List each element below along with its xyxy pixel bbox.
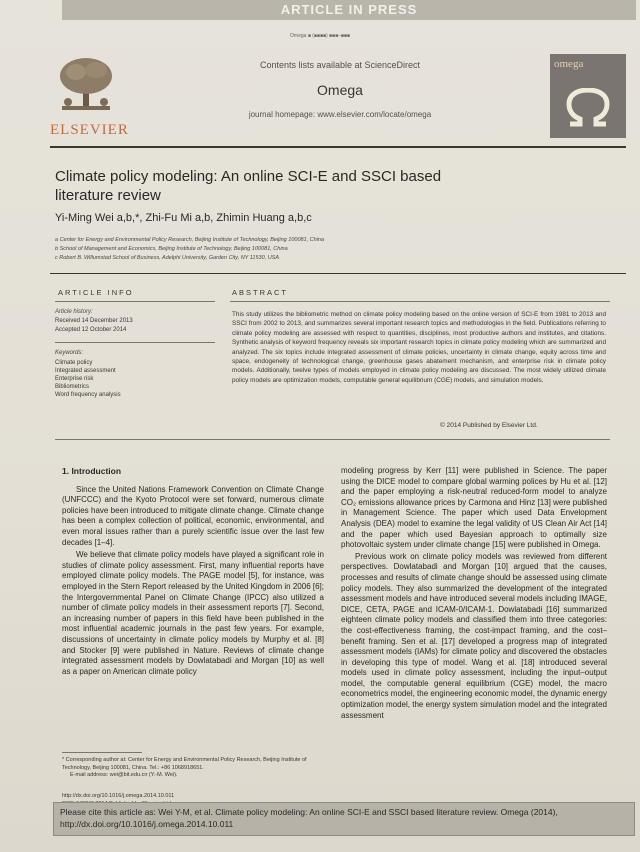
title-rule bbox=[50, 273, 626, 274]
copyright-line: © 2014 Published by Elsevier Ltd. bbox=[440, 422, 538, 429]
running-head: Omega ■ (■■■■) ■■■–■■■ bbox=[290, 33, 350, 39]
journal-header bbox=[50, 50, 630, 145]
keyword-item: Enterprise risk bbox=[55, 376, 94, 382]
history-label: Article history: bbox=[55, 309, 93, 315]
article-title: Climate policy modeling: An online SCI-E and SSCI based literature review bbox=[55, 168, 442, 204]
affiliation-b: b School of Management and Economics, Beijing Institute of Technology, Beijing 100081, China bbox=[55, 246, 288, 252]
journal-name: Omega bbox=[317, 82, 363, 98]
affiliation-a: a Center for Energy and Environmental Policy Research, Beijing Institute of Technology, Beijing 100081, China bbox=[55, 237, 325, 243]
footnote-email: E-mail address: wei@bit.edu.cn (Y.-M. Wei). bbox=[70, 772, 178, 778]
body-paragraph: modeling progress by Kerr [11] were published in Science. The paper using the DICE model to compare global warming polices by Hu et al. [12] and the paper employing a risk-neutral reduced-form model to analyze CO₂ emissions allowance prices by Carmona and Hinz [13] were published in Management Science. The paper which used Data Envelopment Analysis (DEA) model to examine the legal validity of US Clean Air Act [14] and the paper which used Bayesian approach to optimally size photovoltaic system under climate change [15] were published in Omega. bbox=[341, 466, 607, 550]
omega-symbol-icon bbox=[564, 88, 612, 128]
received-date: Received 14 December 2013 bbox=[55, 318, 133, 324]
citation-text: Please cite this article as: Wei Y-M, et al. Climate policy modeling: An online SCI-E and SSCI based literature review. Omega (2014), http://dx.doi.org/10.1016/j.omega.2014.10.011 bbox=[60, 807, 558, 829]
keyword-item: Word frequency analysis bbox=[55, 392, 121, 398]
affiliation-c: c Robert B. Willumstad School of Business, Adelphi University, Garden City, NY 11530, USA bbox=[55, 255, 280, 261]
doi-link[interactable]: http://dx.doi.org/10.1016/j.omega.2014.10.011 bbox=[62, 793, 175, 799]
keywords-rule bbox=[55, 342, 215, 343]
left-column bbox=[62, 466, 324, 677]
keyword-item: Bibliometrics bbox=[55, 384, 90, 390]
citation-box bbox=[53, 802, 635, 836]
corresponding-author-footnote bbox=[62, 757, 324, 780]
abstract-rule bbox=[230, 301, 610, 302]
body-paragraph: We believe that climate policy models have played a significant role in studies of climate policy assessment. First, many influential reports have employed climate policy models. The PAGE model [5], for instance, was employed in the Stern Report released by the United Kingdom in 2006 [6]; the Intergovernmental Panel on Climate Change (IPCC) also utilized a number of climate policy models in their assessment reports [7]. Second, an increasing number of papers in this field have been published in the most influential academic journals in the past few years. For example, discussions of uncertainty in climate policy models by Murphy et al. [8] and Stocker [9] were published in Nature. Reviews of climate change integrated assessment models by Dowlatabadi and Morgan [10] as well as a paper on American climate policy bbox=[62, 550, 324, 676]
right-column bbox=[341, 466, 607, 721]
journal-cover-image bbox=[550, 54, 626, 138]
section-heading: 1. Introduction bbox=[62, 466, 122, 476]
article-info-heading: ARTICLE INFO bbox=[58, 288, 134, 297]
article-info-rule bbox=[55, 301, 215, 302]
body-paragraph: Previous work on climate policy models was reviewed from different perspectives. Dowlatabadi and Morgan [10] argued that the causes, processes and results of climate change should be assessed using climate policy models. They also summarized the development of the integrated assessment models and have introduced several models including IMAGE, DICE, CETA, PAGE and ICAM-0/ICAM-1. Dowlatabadi [16] summarized eighteen climate policy models and classified them into three categories: the cost-effectiveness framing, the cost-impact framing, and the cost–benefit framing. Sen et al. [17] developed a progress map of integrated assessment models (IAMs) for climate policy and discovered the obstacles in developing this type of model. Wang et al. [18] introduced several models used in climate policy assessment, including the input–output model, the computable general equilibrium (CGE) model, the macro econometrics model, the engineering economic model, the dynamic energy optimization model, the energy system simulation model and the integrated assessment bbox=[341, 551, 607, 720]
elsevier-tree-icon bbox=[56, 56, 116, 112]
keyword-item: Integrated assessment bbox=[55, 368, 116, 374]
abstract-text: This study utilizes the bibliometric method on climate policy modeling based on the online version of SCI-E from 1981 to 2013 and SSCI from 2002 to 2013, and summarizes several important research topics and methodologies in the field. Publications referring to climate policy modeling are assessed with respect to quantities, disciplines, most productive authors and institutes, and citations. Synthetic analysis of keyword frequency reveals six important research topics in climate policy modeling which are summarized and analyzed. The six topics include integrated assessment of climate policies, uncertainty in climate change, equity across time and space, endogeneity of technological change, greenhouse gases abatement mechanism, and enterprise risk in climate policy models. Additionally, twelve types of models employed in climate policy modeling are discussed. The most widely utilized climate policy models are optimization models, computable general equilibrium (CGE) models, and simulation models. bbox=[232, 311, 606, 384]
cover-title: omega bbox=[554, 58, 584, 70]
header-rule bbox=[50, 146, 626, 148]
author-list: Yi-Ming Wei a,b,*, Zhi-Fu Mi a,b, Zhimin Huang a,b,c bbox=[55, 212, 312, 224]
elsevier-logo bbox=[50, 56, 129, 138]
journal-homepage: journal homepage: www.elsevier.com/locate/omega bbox=[248, 110, 432, 119]
footnote-rule bbox=[62, 752, 142, 753]
keyword-item: Climate policy bbox=[55, 360, 93, 366]
footnote-text: * Corresponding author at: Center for Energy and Environmental Policy Research, Beijing Institute of Technology, Beijing 100081, China. Tel.: +86 1068918651. bbox=[62, 757, 307, 771]
journal-masthead bbox=[134, 50, 546, 140]
accepted-date: Accepted 12 October 2014 bbox=[55, 327, 127, 333]
article-in-press-banner: ARTICLE IN PRESS bbox=[62, 0, 636, 20]
abstract-bottom-rule bbox=[55, 439, 610, 440]
abstract-heading: ABSTRACT bbox=[232, 288, 289, 297]
keywords-label: Keywords: bbox=[55, 350, 84, 356]
publisher-name: ELSEVIER bbox=[50, 122, 129, 138]
contents-line: Contents lists available at ScienceDirect bbox=[259, 60, 421, 70]
body-paragraph: Since the United Nations Framework Convention on Climate Change (UNFCCC) and the Kyoto Protocol were set forward, numerous climate policies have been introduced to mitigate climate change. Climate change has been a complex collection of political, economic, environmental, and even moral issues rather than a purely scientific issue over the last few decades [1–4]. bbox=[62, 484, 324, 547]
